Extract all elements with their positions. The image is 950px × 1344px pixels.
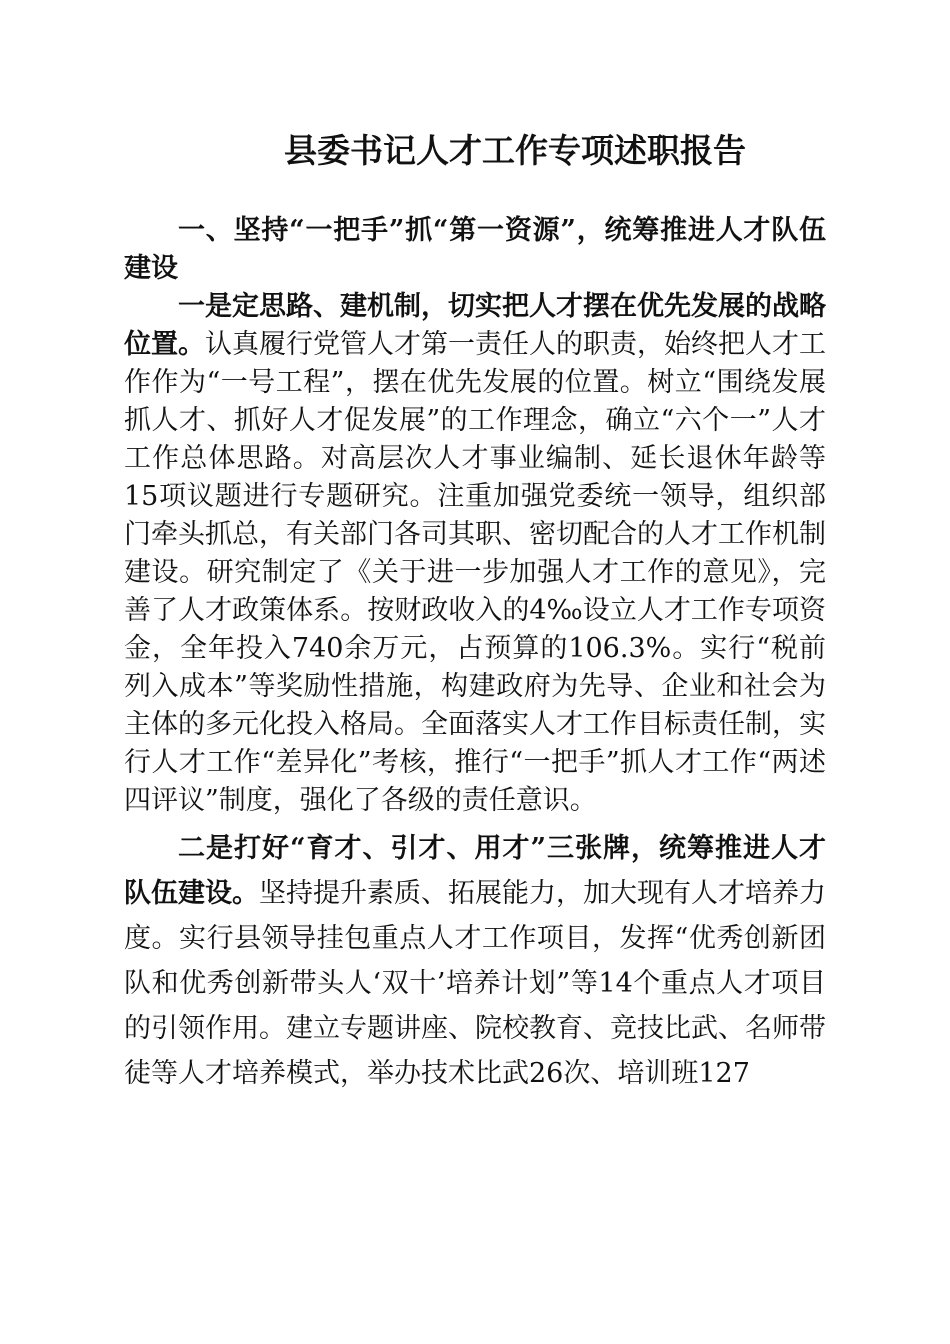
document-body bbox=[124, 120, 826, 1096]
paragraph-text: 坚持提升素质、拓展能力，加大现有人才培养力度。实行县领导挂包重点人才工作项目，发挥“优秀创新团队和优秀创新带头人‘双十’培养计划”等14个重点人才项目的引领作用。建立专题讲座、院校教育、竞技比武、名师带徒等人才培养模式，举办技术比武26次、培训班127 bbox=[124, 878, 826, 1089]
paragraph-lead: 一是定思路、建机制，切实把人才摆在优先发展的战略位置。 bbox=[124, 291, 826, 360]
paragraph-lead: 二是打好“育才、引才、用才”三张牌，统筹推进人才队伍建设。 bbox=[124, 833, 826, 909]
section-heading: 一、坚持“一把手”抓“第一资源”，统筹推进人才队伍建设 bbox=[124, 215, 826, 284]
paragraph-talent-cultivation bbox=[124, 826, 826, 1096]
paragraph-thinking-mechanism bbox=[124, 288, 826, 820]
document-title: 县委书记人才工作专项述职报告 bbox=[284, 131, 746, 170]
paragraph-text: 认真履行党管人才第一责任人的职责，始终把人才工作作为“一号工程”，摆在优先发展的位置。树立“围绕发展抓人才、抓好人才促发展”的工作理念，确立“六个一”人才工作总体思路。对高层次人才事业编制、延长退休年龄等15项议题进行专题研究。注重加强党委统一领导，组织部门牵头抓总，有关部门各司其职、密切配合的人才工作机制建设。研究制定了《关于进一步加强人才工作的意见》，完善了人才政策体系。按财政收入的4‰设立人才工作专项资金，全年投入740余万元，占预算的106.3%。实行“税前列入成本”等奖励性措施，构建政府为先导、企业和社会为主体的多元化投入格局。全面落实人才工作目标责任制，实行人才工作“差异化”考核，推行“一把手”抓人才工作“两述四评议”制度，强化了各级的责任意识。 bbox=[124, 329, 826, 816]
